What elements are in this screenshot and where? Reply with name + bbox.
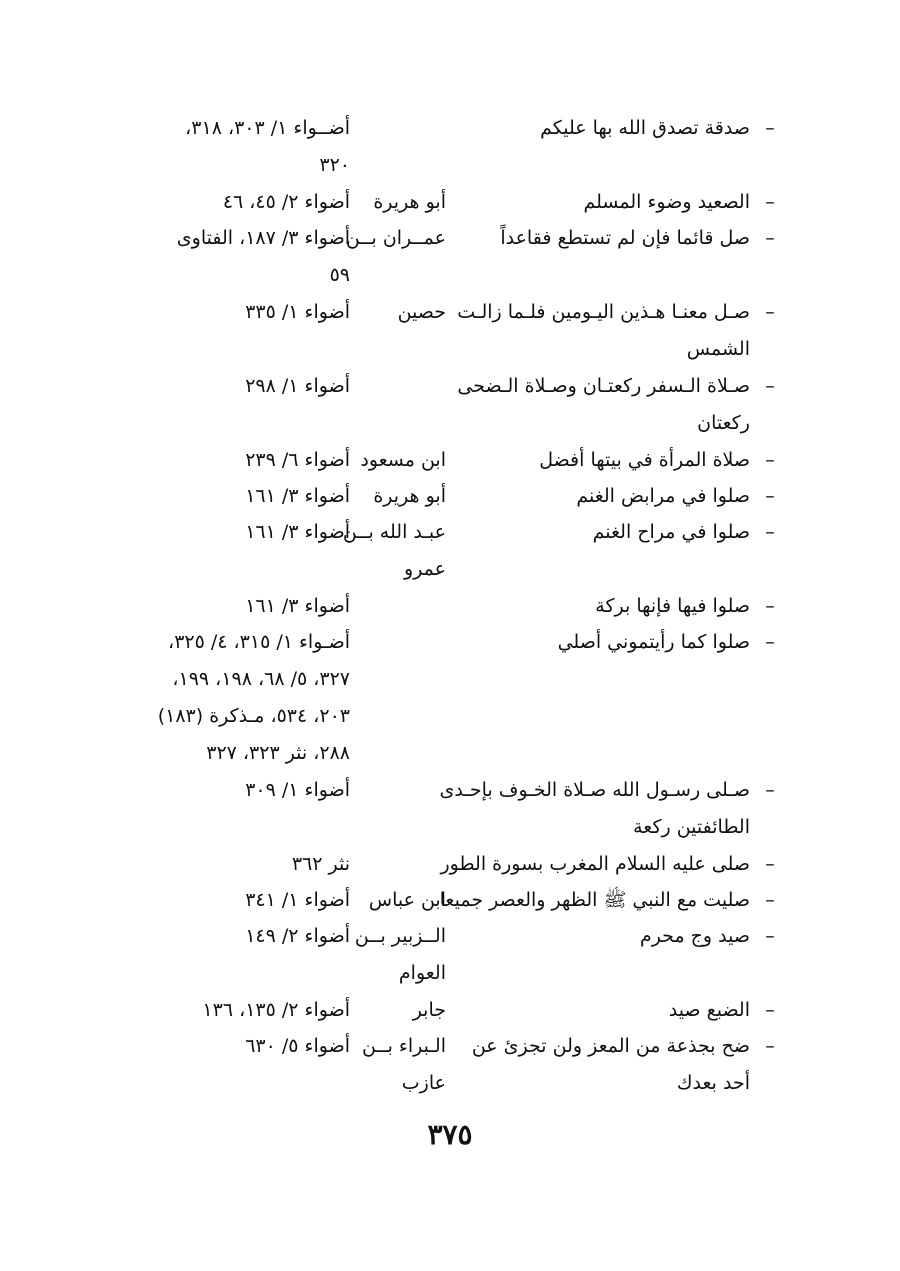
entry-dash: – bbox=[765, 191, 775, 213]
entry-dash: – bbox=[765, 485, 775, 507]
entry-dash: – bbox=[765, 227, 775, 249]
index-entry bbox=[120, 772, 780, 846]
narrator-name: الــزبير بــن bbox=[354, 925, 446, 947]
reference-citation: أضواء ٦/ ٢٣٩ bbox=[245, 449, 350, 471]
entry-dash: – bbox=[765, 1035, 775, 1057]
hadith-text: صلوا فيها فإنها بركة bbox=[595, 595, 750, 617]
index-entry bbox=[120, 294, 780, 368]
narrator-name: ابن عباس bbox=[368, 889, 446, 911]
entry-line bbox=[120, 588, 780, 625]
entry-line bbox=[120, 478, 780, 515]
hadith-text: صـلى رسـول الله صـلاة الخـوف بإحـدى bbox=[439, 779, 750, 801]
entry-line bbox=[120, 442, 780, 479]
entry-line bbox=[120, 514, 780, 551]
reference-citation: أضواء ٢/ ١٤٩ bbox=[245, 925, 350, 947]
entry-line bbox=[120, 661, 780, 698]
reference-citation: أضواء ١/ ٣٣٥ bbox=[245, 301, 350, 323]
index-entry bbox=[120, 368, 780, 442]
narrator-name: أبو هريرة bbox=[373, 485, 446, 507]
reference-citation: أضواء ١/ ٢٩٨ bbox=[245, 375, 350, 397]
hadith-text: صل قائما فإن لم تستطع فقاعداً bbox=[500, 227, 750, 249]
reference-citation: ٣٢٧، ٥/ ٦٨، ١٩٨، ١٩٩، bbox=[172, 668, 350, 690]
index-entry bbox=[120, 1028, 780, 1102]
narrator-name: عمرو bbox=[404, 558, 446, 580]
reference-citation: أضـواء ١/ ٣١٥، ٤/ ٣٢٥، bbox=[168, 631, 350, 653]
index-entry bbox=[120, 846, 780, 883]
reference-citation: ٢٨٨، نثر ٣٢٣، ٣٢٧ bbox=[206, 742, 350, 764]
entry-line bbox=[120, 809, 780, 846]
hadith-text: الطائفتين ركعة bbox=[633, 816, 750, 838]
reference-citation: أضواء ٣/ ١٦١ bbox=[245, 521, 350, 543]
index-entry bbox=[120, 478, 780, 515]
entry-line bbox=[120, 735, 780, 772]
reference-citation: ٥٩ bbox=[329, 264, 350, 286]
narrator-name: جابر bbox=[412, 999, 446, 1021]
entry-dash: – bbox=[765, 449, 775, 471]
hadith-text: صلوا كما رأيتموني أصلي bbox=[557, 631, 750, 653]
entry-line bbox=[120, 624, 780, 661]
index-entry bbox=[120, 882, 780, 919]
hadith-text: صليت مع النبي ﷺ الظهر والعصر جميعا bbox=[439, 889, 750, 911]
narrator-name: عمــران بــن bbox=[345, 227, 446, 249]
entry-line bbox=[120, 992, 780, 1029]
entry-line bbox=[120, 772, 780, 809]
entry-line bbox=[120, 184, 780, 221]
index-entry bbox=[120, 110, 780, 184]
entry-line bbox=[120, 955, 780, 992]
index-entry bbox=[120, 588, 780, 625]
entry-dash: – bbox=[765, 999, 775, 1021]
reference-citation: أضواء ١/ ٣٤١ bbox=[245, 889, 350, 911]
entry-dash: – bbox=[765, 925, 775, 947]
index-entry bbox=[120, 918, 780, 992]
narrator-name: الـبراء بــن bbox=[362, 1035, 446, 1057]
narrator-name: حصين bbox=[397, 301, 446, 323]
hadith-text: صـل معنـا هـذين اليـومين فلـما زالـت bbox=[457, 301, 750, 323]
entry-line bbox=[120, 698, 780, 735]
narrator-name: عبـد الله بــن bbox=[342, 521, 446, 543]
reference-citation: أضواء ٥/ ٦٣٠ bbox=[245, 1035, 350, 1057]
narrator-name: أبو هريرة bbox=[373, 191, 446, 213]
reference-citation: ٢٠٣، ٥٣٤، مـذكرة (١٨٣) bbox=[157, 705, 350, 727]
hadith-text: الشمس bbox=[686, 338, 750, 360]
entry-line bbox=[120, 551, 780, 588]
reference-citation: أضواء ١/ ٣٠٩ bbox=[245, 779, 350, 801]
entry-dash: – bbox=[765, 375, 775, 397]
hadith-text: صلوا في مراح الغنم bbox=[592, 521, 750, 543]
entry-dash: – bbox=[765, 117, 775, 139]
narrator-name: ابن مسعود bbox=[360, 449, 446, 471]
hadith-text: صدقة تصدق الله بها عليكم bbox=[540, 117, 750, 139]
entry-dash: – bbox=[765, 631, 775, 653]
entry-line bbox=[120, 846, 780, 883]
reference-citation: أضواء ٣/ ١٨٧، الفتاوى bbox=[176, 227, 350, 249]
index-entry bbox=[120, 184, 780, 221]
hadith-text: ضح بجذعة من المعز ولن تجزئ عن bbox=[471, 1035, 750, 1057]
hadith-text: أحد بعدك bbox=[676, 1072, 750, 1094]
narrator-name: العوام bbox=[398, 962, 446, 984]
index-entry bbox=[120, 624, 780, 772]
entry-line bbox=[120, 220, 780, 257]
entry-line bbox=[120, 147, 780, 184]
reference-citation: أضواء ٣/ ١٦١ bbox=[245, 485, 350, 507]
reference-citation: أضواء ٢/ ١٣٥، ١٣٦ bbox=[202, 999, 350, 1021]
index-entry bbox=[120, 992, 780, 1029]
entry-line bbox=[120, 1065, 780, 1102]
entry-dash: – bbox=[765, 779, 775, 801]
hadith-text: صلاة المرأة في بيتها أفضل bbox=[539, 449, 750, 471]
entry-line bbox=[120, 1028, 780, 1065]
reference-citation: أضــواء ١/ ٣٠٣، ٣١٨، bbox=[185, 117, 350, 139]
hadith-text: ركعتان bbox=[697, 412, 750, 434]
hadith-text: الضبع صيد bbox=[668, 999, 750, 1021]
entry-line bbox=[120, 368, 780, 405]
entry-line bbox=[120, 110, 780, 147]
entry-dash: – bbox=[765, 521, 775, 543]
hadith-text: صلى عليه السلام المغرب بسورة الطور bbox=[440, 853, 750, 875]
entry-dash: – bbox=[765, 595, 775, 617]
hadith-text: صيد وج محرم bbox=[639, 925, 750, 947]
reference-citation: أضواء ٣/ ١٦١ bbox=[245, 595, 350, 617]
reference-citation: ٣٢٠ bbox=[319, 154, 350, 176]
entry-line bbox=[120, 331, 780, 368]
entry-line bbox=[120, 257, 780, 294]
entry-line bbox=[120, 918, 780, 955]
entry-line bbox=[120, 405, 780, 442]
page-number: ٣٧٥ bbox=[427, 1118, 473, 1151]
hadith-text: الصعيد وضوء المسلم bbox=[583, 191, 750, 213]
hadith-text: صـلاة الـسفر ركعتـان وصـلاة الـضحى bbox=[457, 375, 750, 397]
hadith-text: صلوا في مرابض الغنم bbox=[576, 485, 750, 507]
narrator-name: عازب bbox=[401, 1072, 446, 1094]
entry-dash: – bbox=[765, 301, 775, 323]
entry-line bbox=[120, 294, 780, 331]
entry-dash: – bbox=[765, 889, 775, 911]
index-entry bbox=[120, 442, 780, 479]
index-entry bbox=[120, 514, 780, 588]
entry-line bbox=[120, 882, 780, 919]
reference-citation: أضواء ٢/ ٤٥، ٤٦ bbox=[222, 191, 350, 213]
reference-citation: نثر ٣٦٢ bbox=[291, 853, 350, 875]
entry-dash: – bbox=[765, 853, 775, 875]
